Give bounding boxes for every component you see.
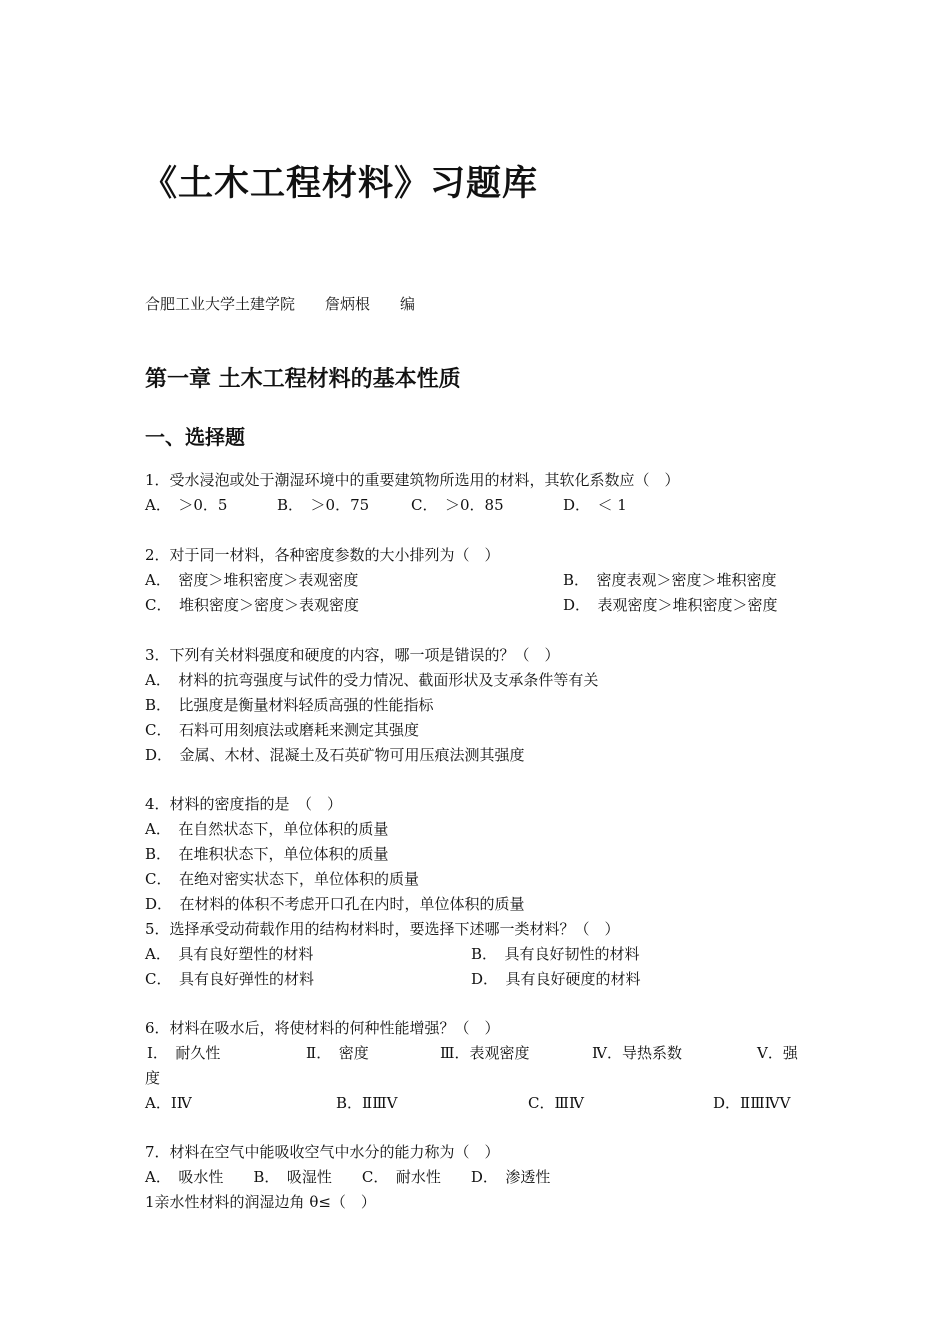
question-3-option-a: A． 材料的抗弯强度与试件的受力情况、截面形状及支承条件等有关 <box>145 671 599 689</box>
question-2-option-c: C． 堆积密度＞密度＞表观密度 <box>145 596 359 614</box>
question-6-option-c: C．ⅢⅣ <box>528 1094 584 1112</box>
question-3-option-d: D． 金属、木材、混凝土及石英矿物可用压痕法测其强度 <box>145 746 525 764</box>
question-4-option-d: D． 在材料的体积不考虑开口孔在内时，单位体积的质量 <box>145 895 525 913</box>
question-6-option-a: A．ⅠⅣ <box>145 1094 192 1112</box>
question-6-item-1: Ⅰ． 耐久性 <box>147 1044 221 1062</box>
question-4-option-c: C． 在绝对密实状态下，单位体积的质量 <box>145 870 419 888</box>
question-6-item-5: Ⅴ．强 <box>757 1044 798 1062</box>
question-2-stem: 2．对于同一材料，各种密度参数的大小排列为（ ） <box>145 546 500 564</box>
question-2-option-a: A． 密度＞堆积密度＞表观密度 <box>145 571 359 589</box>
question-3-option-b: B． 比强度是衡量材料轻质高强的性能指标 <box>145 696 434 714</box>
question-2-option-b: B． 密度表观＞密度＞堆积密度 <box>563 571 777 589</box>
question-6-item-3: Ⅲ．表观密度 <box>440 1044 530 1062</box>
document-title: 《土木工程材料》习题库 <box>142 164 539 204</box>
question-3-stem: 3．下列有关材料强度和硬度的内容，哪一项是错误的？（ ） <box>145 646 560 664</box>
question-2-option-d: D． 表观密度＞堆积密度＞密度 <box>563 596 778 614</box>
question-5-option-d: D． 具有良好硬度的材料 <box>471 970 641 988</box>
question-7-stem: 7．材料在空气中能吸收空气中水分的能力称为（ ） <box>145 1143 500 1161</box>
question-7-options: A． 吸水性 B． 吸湿性 C． 耐水性 D． 渗透性 <box>145 1168 551 1186</box>
question-5-option-c: C． 具有良好弹性的材料 <box>145 970 314 988</box>
question-1-stem: 1．受水浸泡或处于潮湿环境中的重要建筑物所选用的材料，其软化系数应（ ） <box>145 471 680 489</box>
author-line: 合肥工业大学土建学院 詹炳根 编 <box>145 295 416 313</box>
section-heading: 一、选择题 <box>145 425 245 449</box>
question-8-stem: 1亲水性材料的润湿边角 θ≤（ ） <box>145 1193 376 1211</box>
question-6-item-5-wrap: 度 <box>145 1069 161 1087</box>
question-1-option-a: A． ＞0．5 <box>145 496 228 514</box>
question-6-option-d: D．ⅡⅢⅣⅤ <box>713 1094 791 1112</box>
question-1-option-d: D． ＜ 1 <box>563 496 627 514</box>
question-1-option-b: B． ＞0．75 <box>277 496 370 514</box>
question-4-option-a: A． 在自然状态下，单位体积的质量 <box>145 820 389 838</box>
question-4-stem: 4．材料的密度指的是 （ ） <box>145 795 343 813</box>
question-5-stem: 5．选择承受动荷载作用的结构材料时，要选择下述哪一类材料？（ ） <box>145 920 620 938</box>
question-6-item-4: Ⅳ．导热系数 <box>592 1044 682 1062</box>
question-3-option-c: C． 石料可用刻痕法或磨耗来测定其强度 <box>145 721 419 739</box>
question-4-option-b: B． 在堆积状态下，单位体积的质量 <box>145 845 389 863</box>
question-5-option-b: B． 具有良好韧性的材料 <box>471 945 640 963</box>
chapter-heading: 第一章 土木工程材料的基本性质 <box>145 367 461 392</box>
question-6-stem: 6．材料在吸水后，将使材料的何种性能增强？（ ） <box>145 1019 500 1037</box>
question-6-item-2: Ⅱ． 密度 <box>306 1044 369 1062</box>
question-1-option-c: C． ＞0．85 <box>411 496 504 514</box>
question-5-option-a: A． 具有良好塑性的材料 <box>145 945 314 963</box>
question-6-option-b: B．ⅡⅢⅤ <box>336 1094 398 1112</box>
